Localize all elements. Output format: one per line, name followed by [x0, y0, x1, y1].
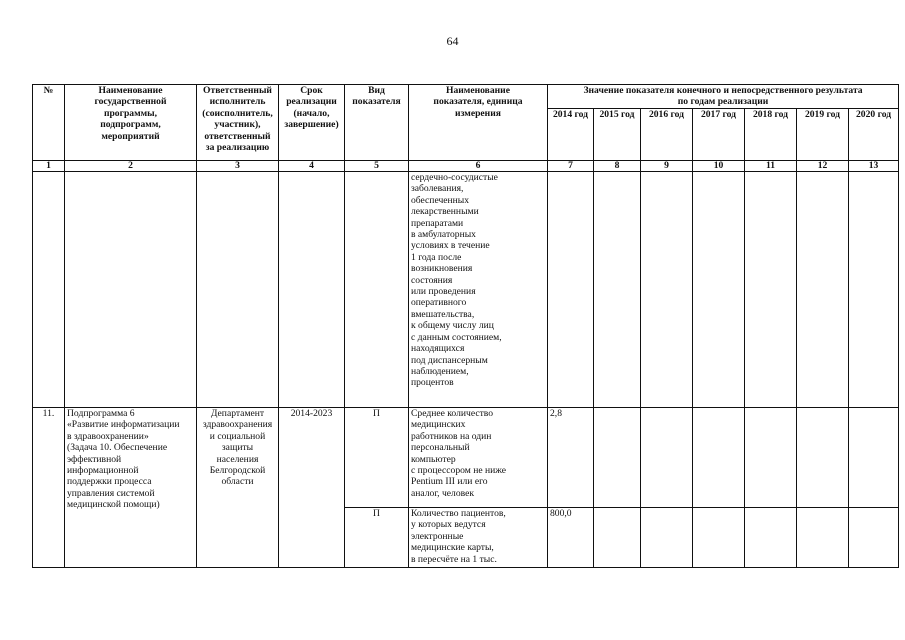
column-number: 12: [797, 161, 849, 172]
header-executor: Ответственный исполнитель (соисполнитель, участник), ответственный за реализацию: [197, 85, 279, 161]
executor: [197, 172, 279, 408]
column-number: 13: [849, 161, 899, 172]
row-number: [33, 172, 65, 408]
value-2019: [797, 508, 849, 568]
column-number: 1: [33, 161, 65, 172]
header-number: №: [33, 85, 65, 161]
header-year-2015: 2015 год: [594, 109, 641, 161]
header-year-2020: 2020 год: [849, 109, 899, 161]
indicator-type: П: [345, 408, 409, 508]
value-2016: [641, 508, 693, 568]
value-2019: [797, 172, 849, 408]
header-indicator-name: Наименование показателя, единица измерения: [409, 85, 548, 161]
value-2015: [594, 172, 641, 408]
value-2016: [641, 408, 693, 508]
indicator-type: [345, 172, 409, 408]
indicator-name: Среднее количество медицинских работников на один персональный компьютер с процессором не ниже Pentium III или его аналог, человек: [409, 408, 548, 508]
value-2017: [693, 508, 745, 568]
column-number: 8: [594, 161, 641, 172]
value-2019: [797, 408, 849, 508]
value-2014: 800,0: [548, 508, 594, 568]
indicator-type: П: [345, 508, 409, 568]
header-period: Срок реализации (начало, завершение): [279, 85, 345, 161]
value-2018: [745, 408, 797, 508]
header-year-2017: 2017 год: [693, 109, 745, 161]
row-number: 11.: [33, 408, 65, 568]
value-2014: [548, 172, 594, 408]
table-row: [33, 408, 899, 508]
header-year-2018: 2018 год: [745, 109, 797, 161]
indicator-name: сердечно-сосудистые заболевания, обеспеченных лекарственными препаратами в амбулаторных условиях в течение 1 года после возникновения состояния или проведения оперативного вмешательства, к общему числу лиц с данным состоянием, находящихся под диспансерным наблюдением, процентов: [409, 172, 548, 408]
program-name: [65, 172, 197, 408]
value-2015: [594, 508, 641, 568]
header-year-2014: 2014 год: [548, 109, 594, 161]
header-values-group: Значение показателя конечного и непосредственного результата по годам реализации: [548, 85, 899, 109]
column-number: 3: [197, 161, 279, 172]
page-number: 64: [446, 34, 459, 48]
column-number: 10: [693, 161, 745, 172]
header-program-name: Наименование государственной программы, подпрограмм, мероприятий: [65, 85, 197, 161]
column-number: 9: [641, 161, 693, 172]
period: [279, 172, 345, 408]
column-number: 4: [279, 161, 345, 172]
value-2014: 2,8: [548, 408, 594, 508]
value-2020: [849, 408, 899, 508]
value-2017: [693, 172, 745, 408]
period: 2014-2023: [279, 408, 345, 568]
indicators-table: [32, 84, 899, 568]
value-2020: [849, 508, 899, 568]
header-year-2016: 2016 год: [641, 109, 693, 161]
column-number: 5: [345, 161, 409, 172]
table-row: [33, 172, 899, 408]
value-2017: [693, 408, 745, 508]
header-indicator-type: Вид показателя: [345, 85, 409, 161]
value-2016: [641, 172, 693, 408]
column-number: 6: [409, 161, 548, 172]
value-2018: [745, 172, 797, 408]
indicator-name: Количество пациентов, у которых ведутся электронные медицинские карты, в пересчёте на 1 тыс.: [409, 508, 548, 568]
header-year-2019: 2019 год: [797, 109, 849, 161]
program-name: Подпрограмма 6 «Развитие информатизации в здравоохранении» (Задача 10. Обеспечение эффективной информационной поддержки процесса управления системой медицинской помощи): [65, 408, 197, 568]
column-number: 7: [548, 161, 594, 172]
value-2015: [594, 408, 641, 508]
value-2020: [849, 172, 899, 408]
column-number: 2: [65, 161, 197, 172]
executor: Департамент здравоохранения и социальной защиты населения Белгородской области: [197, 408, 279, 568]
column-number: 11: [745, 161, 797, 172]
value-2018: [745, 508, 797, 568]
